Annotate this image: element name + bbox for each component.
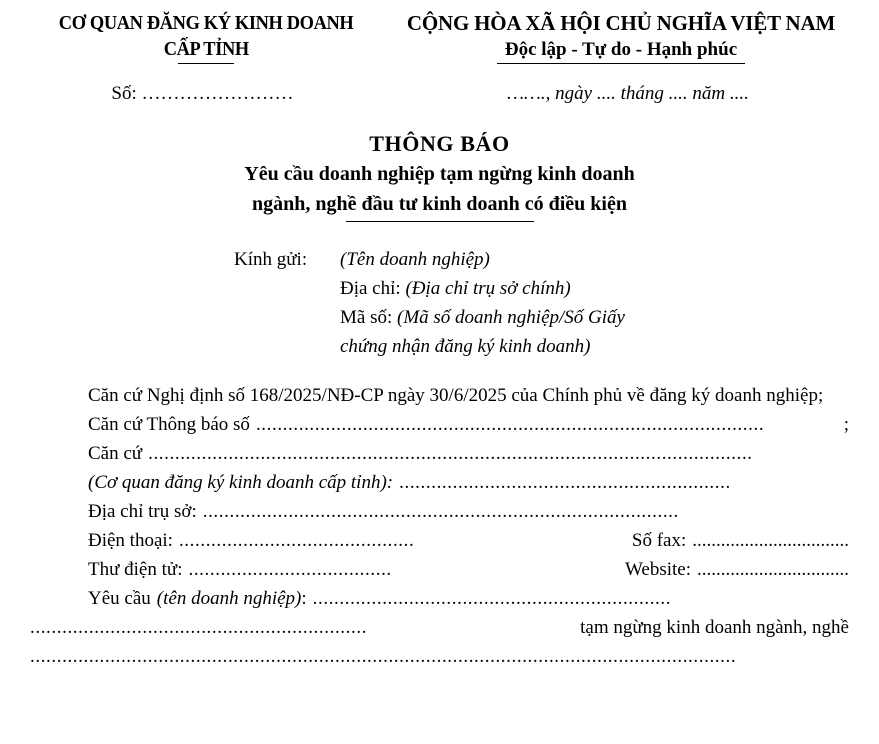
email-website-line [30, 555, 849, 584]
addressee-label: Kính gửi: [234, 249, 308, 270]
basis-dots[interactable]: ................................................................................................................. [148, 443, 753, 464]
request-continuation-text: tạm ngừng kinh doanh ngành, nghề [580, 617, 849, 638]
issuing-authority-block [18, 10, 386, 64]
national-motto-underline [497, 63, 745, 64]
document-title: THÔNG BÁO [369, 131, 510, 156]
addressee-block [0, 245, 879, 361]
addressee-code-placeholder-line-1: (Mã số doanh nghiệp/Số Giấy [397, 307, 625, 328]
document-subtitle-line-1: Yêu cầu doanh nghiệp tạm ngừng kinh doanh [244, 163, 635, 185]
national-motto: Độc lập - Tự do - Hạnh phúc [504, 39, 738, 60]
addressee-address-placeholder: (Địa chỉ trụ sở chính) [405, 278, 571, 299]
legal-basis-paragraph: Căn cứ Nghị định số 168/2025/NĐ-CP ngày 30/6/2025 của Chính phủ về đăng ký doanh nghiệp; [88, 385, 824, 406]
fax-dots[interactable]: ................................. [692, 530, 849, 551]
document-subtitle-line-2: ngành, nghề đầu tư kinh doanh có điều kiện [252, 193, 627, 215]
basis-label: Căn cứ [88, 443, 143, 464]
document-date: ……., ngày .... tháng .... năm .... [507, 83, 749, 104]
request-continuation-line [30, 613, 849, 642]
national-title: CỘNG HÒA XÃ HỘI CHỦ NGHĨA VIỆT NAM [406, 11, 836, 35]
request-company-placeholder: (tên doanh nghiệp) [156, 588, 302, 609]
document-header [0, 0, 879, 64]
fax-label: Số fax: [631, 530, 687, 551]
document-number: Số: …………………… [111, 83, 294, 104]
request-line [30, 584, 849, 613]
addressee-address-row [234, 274, 879, 303]
notice-reference-terminator: ; [843, 414, 849, 435]
phone-label: Điện thoại: [88, 530, 173, 551]
issuing-authority-line-1: CƠ QUAN ĐĂNG KÝ KINH DOANH [58, 12, 354, 34]
phone-fax-line [30, 526, 849, 555]
request-continuation-dots[interactable]: ............................................................... [30, 617, 368, 638]
issuing-authority-underline [178, 63, 234, 64]
document-meta-row [0, 81, 879, 107]
addressee-code [340, 303, 879, 332]
website-dots[interactable]: ................................ [697, 559, 849, 580]
request-colon: : [301, 588, 307, 609]
issuing-authority-line-2: CẤP TỈNH [163, 38, 249, 60]
addressee-name-placeholder: (Tên doanh nghiệp) [340, 249, 490, 270]
addressee-code-placeholder-line-2: chứng nhận đăng ký kinh doanh) [340, 336, 591, 357]
website-label: Website: [624, 559, 691, 580]
request-dots[interactable]: ................................................................... [312, 588, 672, 609]
trailing-dotted-line[interactable]: .................................................................................................................................... [30, 646, 737, 667]
agency-line [30, 468, 849, 497]
notice-reference-label: Căn cứ Thông báo số [88, 414, 250, 435]
addressee-code-label: Mã số: [340, 307, 397, 328]
notice-reference-dots[interactable]: ............................................................................................... [255, 414, 765, 435]
addressee-code-row-continued [234, 332, 879, 361]
office-address-label: Địa chỉ trụ sở: [88, 501, 197, 522]
addressee-code-row [234, 303, 879, 332]
notice-reference-line [30, 410, 849, 439]
email-dots[interactable]: ...................................... [188, 559, 392, 580]
document-body [0, 381, 879, 671]
phone-dots[interactable]: ............................................ [178, 530, 415, 551]
addressee-address [340, 274, 879, 303]
title-block [0, 129, 879, 222]
request-label: Yêu cầu [88, 588, 151, 609]
national-heading-block [386, 10, 856, 64]
basis-line [30, 439, 849, 468]
email-label: Thư điện tử: [88, 559, 183, 580]
agency-label: (Cơ quan đăng ký kinh doanh cấp tỉnh): [88, 472, 394, 493]
addressee-name-row [234, 245, 879, 274]
addressee-address-label: Địa chỉ: [340, 278, 406, 299]
title-underline [346, 221, 534, 222]
office-address-line [30, 497, 849, 526]
agency-dots[interactable]: .............................................................. [399, 472, 731, 493]
office-address-dots[interactable]: ......................................................................................... [202, 501, 679, 522]
